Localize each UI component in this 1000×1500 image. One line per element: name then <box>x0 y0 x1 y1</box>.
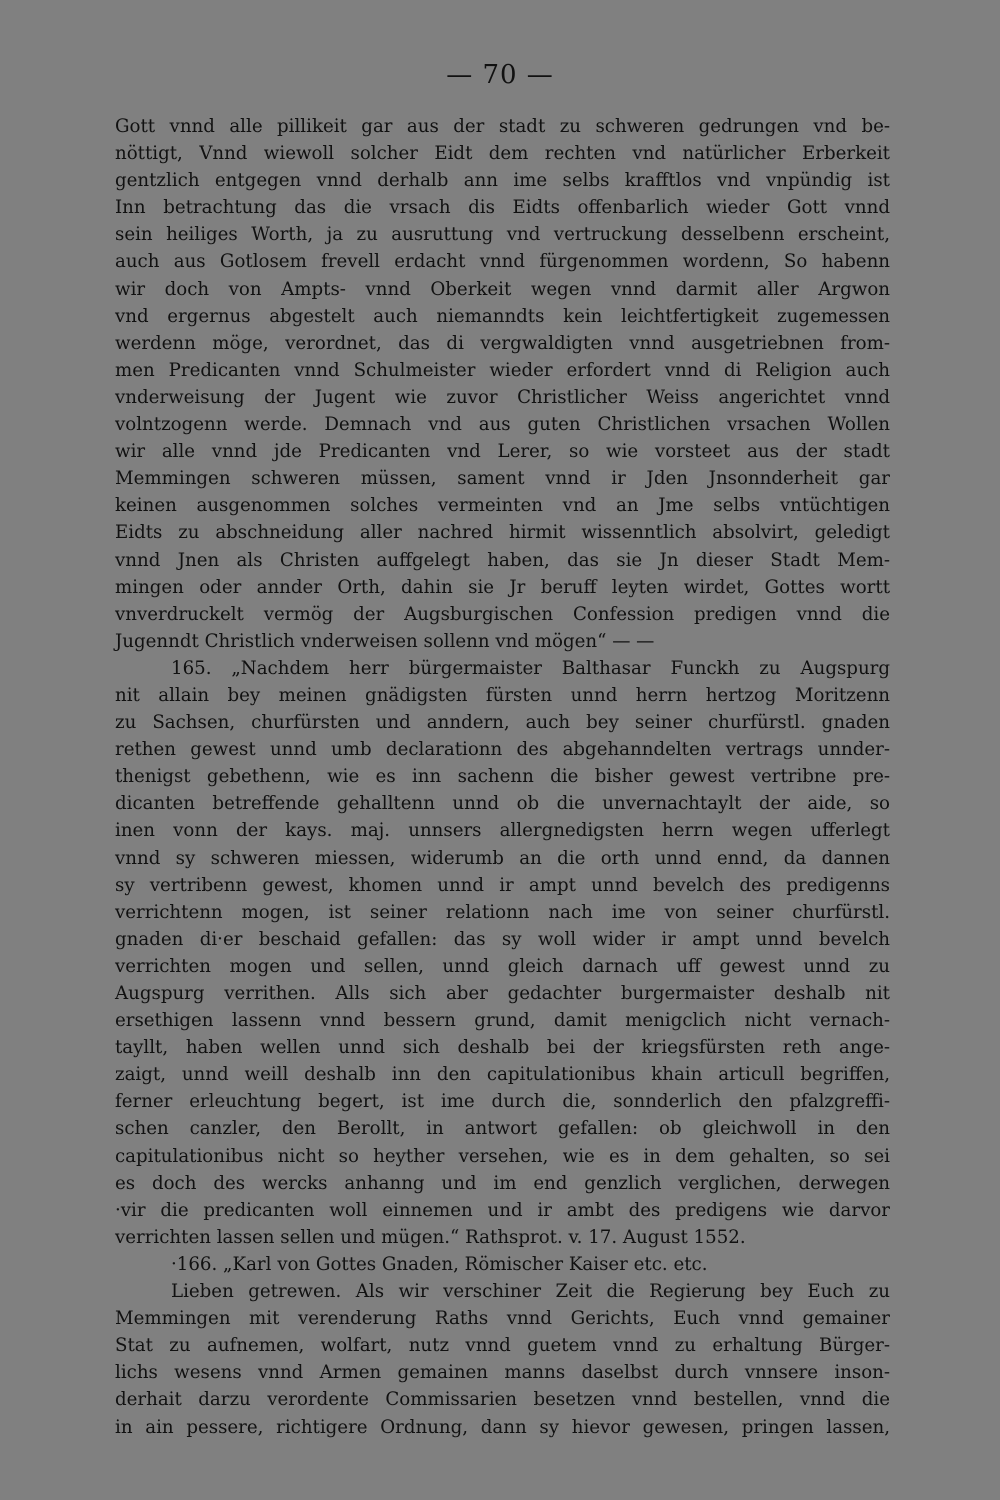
text-line: nöttigt, Vnnd wiewoll solcher Eidt dem rechten vnd natürlicher Erberkeit <box>115 143 890 165</box>
text-line: thenigst gebethenn, wie es inn sachenn die bisher gewest vertribne pre- <box>115 766 890 788</box>
text-line: auch aus Gotlosem frevell erdacht vnnd fürgenommen wordenn, So habenn <box>115 251 890 273</box>
text-line: Eidts zu abschneidung aller nachred hirmit wissenntlich absolvirt, geledigt <box>115 522 890 544</box>
text-line: vnverdruckelt vermög der Augsburgischen Confession predigen vnnd die <box>115 603 890 625</box>
text-line: werdenn möge, verordnet, das di vergwaldigten vnnd ausgetriebnen from- <box>115 332 890 354</box>
text-line: keinen ausgenommen solches vermeinten vnd an Jme selbs vntüchtigen <box>115 495 890 517</box>
text-line: wir alle vnnd jde Predicanten vnd Lerer, so wie vorsteet aus der stadt <box>115 441 890 463</box>
text-line: mingen oder annder Orth, dahin sie Jr beruff leyten wirdet, Gottes wortt <box>115 576 890 598</box>
text-line: tayllt, haben wellen unnd sich deshalb bei der kriegsfürsten reth ange- <box>115 1037 890 1059</box>
text-line: ferner erleuchtung begert, ist ime durch die, sonnderlich den pfalzgreffi- <box>115 1091 890 1113</box>
text-line: zu Sachsen, churfürsten und anndern, auch bey seiner churfürstl. gnaden <box>115 712 890 734</box>
text-line: men Predicanten vnnd Schulmeister wieder erfordert vnnd di Religion auch <box>115 359 890 381</box>
text-line: Inn betrachtung das die vrsach dis Eidts offenbarlich wieder Gott vnnd <box>115 197 890 219</box>
text-line: inen vonn der kays. maj. unnsers allergnedigsten herrn wegen ufferlegt <box>115 820 890 842</box>
text-line: schen canzler, den Berollt, in antwort gefallen: ob gleichwoll in den <box>115 1118 890 1140</box>
text-line: Memmingen schweren müssen, sament vnnd ir Jden Jnsonnderheit gar <box>115 468 890 490</box>
text-line: dicanten betreffende gehalltenn unnd ob die unvernachtaylt der aide, so <box>115 793 890 815</box>
text-line: wir doch von Ampts- vnnd Oberkeit wegen vnnd darmit aller Argwon <box>115 278 890 300</box>
text-line: vnderweisung der Jugent wie zuvor Christlicher Weiss angerichtet vnnd <box>115 386 890 408</box>
text-line: Jugenndt Christlich vnderweisen sollenn vnd mögen“ — — <box>115 630 655 652</box>
text-line: Lieben getrewen. Als wir verschiner Zeit die Regierung bey Euch zu <box>171 1281 890 1303</box>
text-line: sy vertribenn gewest, khomen unnd ir ampt unnd bevelch des predigenns <box>115 874 890 896</box>
text-line: verrichtenn mogen, ist seiner relationn nach ime von seiner churfürstl. <box>115 901 890 923</box>
text-line: verrichten mogen und sellen, unnd gleich darnach uff gewest unnd zu <box>115 955 890 977</box>
text-line: zaigt, unnd weill deshalb inn den capitulationibus khain articull begriffen, <box>115 1064 890 1086</box>
text-line: verrichten lassen sellen und mügen.“ Rathsprot. v. 17. August 1552. <box>115 1226 746 1248</box>
text-line: vnd ergernus abgestelt auch niemanndts kein leichtfertigkeit zugemessen <box>115 305 890 327</box>
text-line: Memmingen mit verenderung Raths vnnd Gerichts, Euch vnnd gemainer <box>115 1308 890 1330</box>
text-line: ·vir die predicanten woll einnemen und ir ambt des predigens wie darvor <box>115 1199 890 1221</box>
text-line: Stat zu aufnemen, wolfart, nutz vnnd guetem vnnd zu erhaltung Bürger- <box>115 1335 890 1357</box>
text-line: derhait darzu verordente Commissarien besetzen vnnd bestellen, vnnd die <box>115 1389 890 1411</box>
text-line: Augspurg verrithen. Alls sich aber gedachter burgermaister deshalb nit <box>115 983 890 1004</box>
text-line: capitulationibus nicht so heyther versehen, wie es in dem gehalten, so sei <box>115 1145 890 1167</box>
text-line: es doch des wercks anhanng und im end genzlich verglichen, derwegen <box>115 1172 890 1194</box>
text-line: ·166. „Karl von Gottes Gnaden, Römischer Kaiser etc. etc. <box>171 1253 708 1275</box>
body-text <box>115 113 890 1441</box>
text-line: sein heiliges Worth, ja zu ausruttung vnd vertruckung desselbenn erscheint, <box>115 224 890 246</box>
text-line: vnnd Jnen als Christen auffgelegt haben, das sie Jn dieser Stadt Mem- <box>115 549 890 571</box>
text-line: in ain pessere, richtigere Ordnung, dann sy hievor gewesen, pringen lassen, <box>115 1416 890 1438</box>
text-line: lichs wesens vnnd Armen gemainen manns daselbst durch vnnsere inson- <box>115 1362 890 1384</box>
text-line: nit allain bey meinen gnädigsten fürsten unnd herrn hertzog Moritzenn <box>115 684 890 706</box>
text-line: Gott vnnd alle pillikeit gar aus der stadt zu schweren gedrungen vnd be- <box>115 116 890 137</box>
text-line: vnnd sy schweren miessen, widerumb an die orth unnd ennd, da dannen <box>115 847 890 869</box>
text-line: rethen gewest unnd umb declarationn des abgehanndelten vertrags unnder- <box>115 739 890 761</box>
text-line: gnaden di·er beschaid gefallen: das sy woll wider ir ampt unnd bevelch <box>115 928 890 950</box>
text-line: volntzogenn werde. Demnach vnd aus guten Christlichen vrsachen Wollen <box>115 414 890 436</box>
text-line: 165. „Nachdem herr bürgermaister Balthasar Funckh zu Augspurg <box>171 657 890 679</box>
text-line: ersethigen lassenn vnnd bessern grund, damit menigclich nicht vernach- <box>115 1010 890 1032</box>
text-line: gentzlich entgegen vnnd derhalb ann ime selbs krafftlos vnd vnpündig ist <box>115 170 890 192</box>
page-number: — 70 — <box>446 60 554 90</box>
